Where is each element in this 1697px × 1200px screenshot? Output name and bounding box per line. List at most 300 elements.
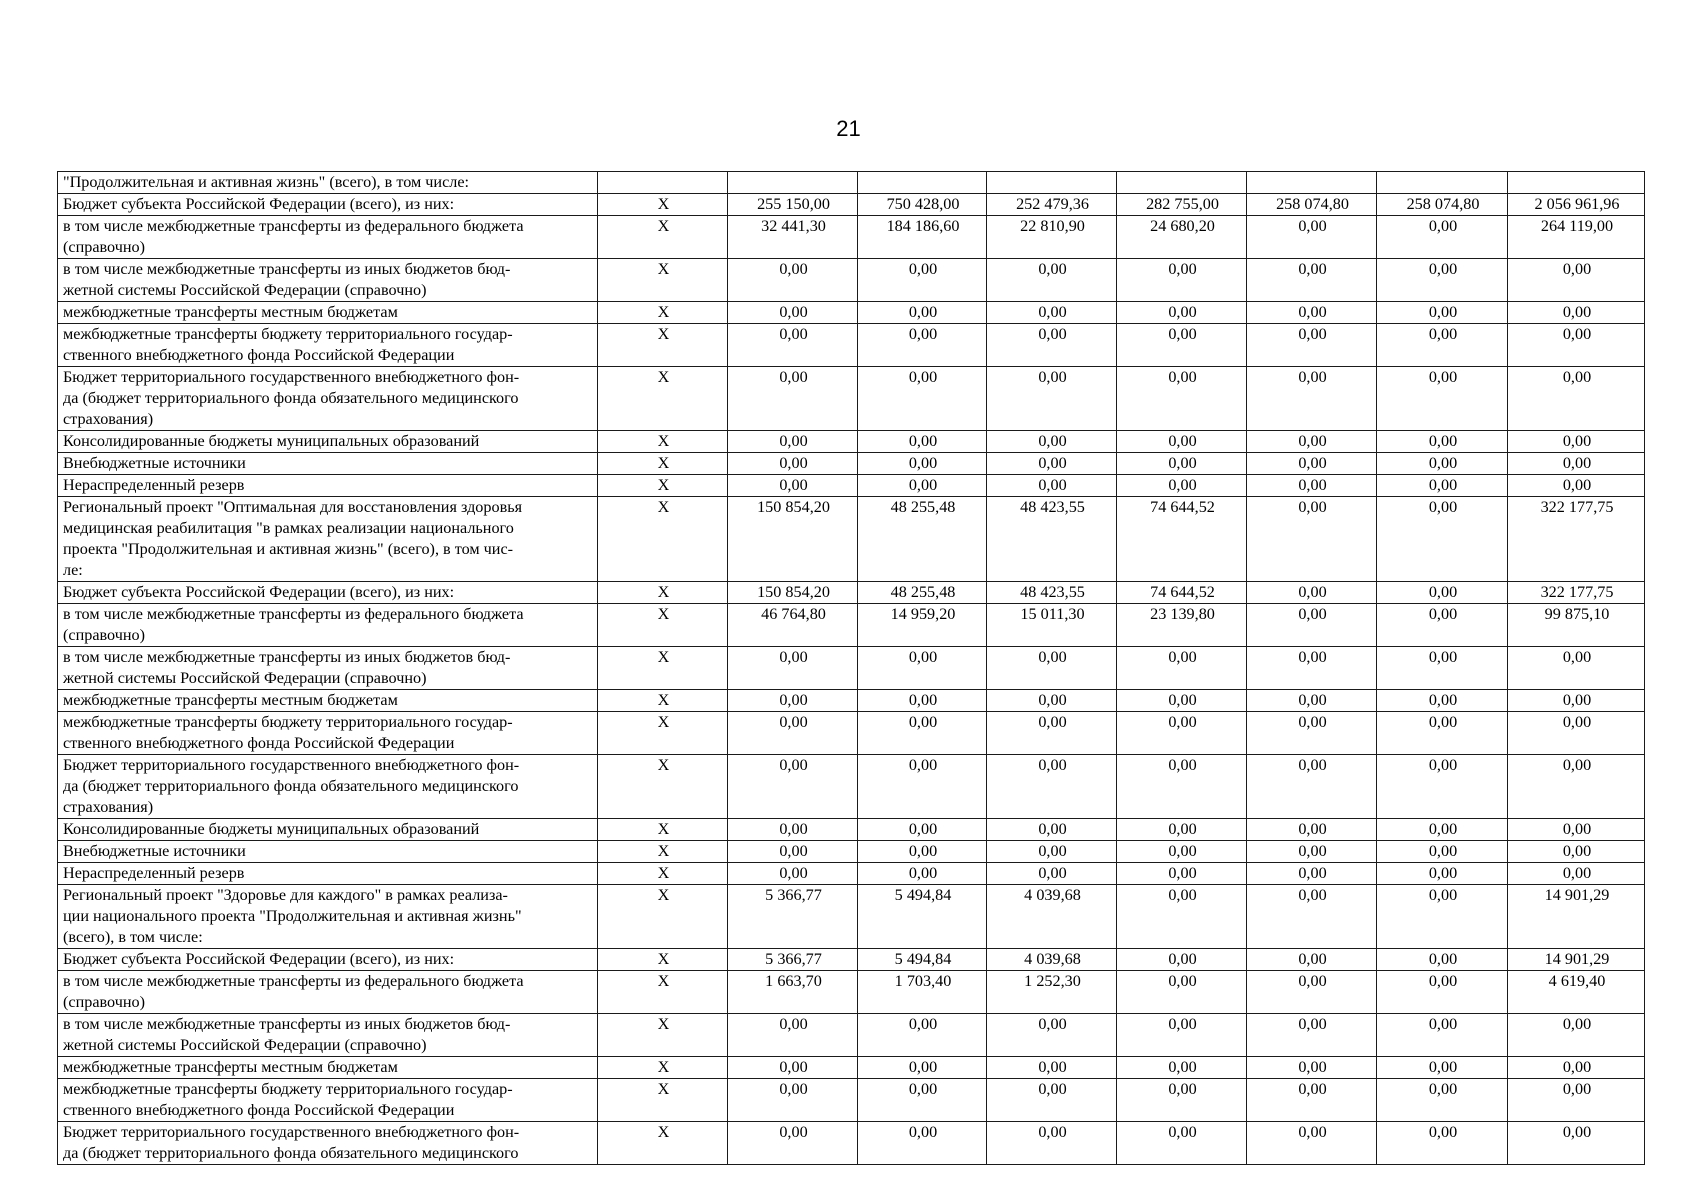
value-cell: 258 074,80	[1377, 194, 1508, 216]
row-code-cell: X	[598, 971, 728, 1014]
value-cell: 0,00	[987, 841, 1117, 863]
row-code-cell: X	[598, 712, 728, 755]
table-row	[58, 604, 1645, 647]
table-row	[58, 216, 1645, 259]
row-name-line: межбюджетные трансферты бюджету территориального государ-	[63, 1080, 513, 1098]
value-cell: 0,00	[728, 1057, 858, 1079]
value-cell: 0,00	[1117, 1122, 1247, 1165]
value-cell: 0,00	[1508, 1079, 1645, 1122]
row-name-line: межбюджетные трансферты бюджету территориального государ-	[63, 325, 513, 343]
value-cell: 48 255,48	[858, 497, 987, 582]
value-cell: 0,00	[858, 1014, 987, 1057]
value-cell: 0,00	[1377, 1122, 1508, 1165]
value-cell: 14 901,29	[1508, 949, 1645, 971]
table-row	[58, 647, 1645, 690]
table-row	[58, 1122, 1645, 1165]
value-cell: 0,00	[1377, 712, 1508, 755]
row-code-cell: X	[598, 582, 728, 604]
value-cell: 15 011,30	[987, 604, 1117, 647]
value-cell: 0,00	[858, 324, 987, 367]
value-cell: 0,00	[1117, 971, 1247, 1014]
row-name-line: Нераспределенный резерв	[63, 476, 245, 494]
row-name-cell	[58, 216, 598, 259]
row-name-line: Бюджет субъекта Российской Федерации (всего), из них:	[63, 195, 455, 213]
value-cell: 0,00	[1508, 841, 1645, 863]
row-name-cell	[58, 712, 598, 755]
value-cell: 0,00	[1508, 863, 1645, 885]
value-cell: 264 119,00	[1508, 216, 1645, 259]
table-row	[58, 885, 1645, 949]
value-cell: 0,00	[987, 324, 1117, 367]
value-cell: 0,00	[728, 302, 858, 324]
value-cell: 252 479,36	[987, 194, 1117, 216]
row-code-cell: X	[598, 819, 728, 841]
value-cell: 0,00	[1117, 647, 1247, 690]
value-cell: 0,00	[987, 453, 1117, 475]
row-name-line: жетной системы Российской Федерации (справочно)	[63, 281, 427, 299]
row-code-cell	[598, 172, 728, 194]
value-cell: 0,00	[728, 475, 858, 497]
value-cell: 23 139,80	[1117, 604, 1247, 647]
row-name-line: Бюджет субъекта Российской Федерации (всего), из них:	[63, 950, 455, 968]
row-name-line: Внебюджетные источники	[63, 454, 246, 472]
row-code-cell: X	[598, 1122, 728, 1165]
row-name-cell	[58, 324, 598, 367]
value-cell: 0,00	[858, 819, 987, 841]
value-cell: 24 680,20	[1117, 216, 1247, 259]
row-name-line: Бюджет территориального государственного внебюджетного фон-	[63, 368, 520, 386]
table-row	[58, 1057, 1645, 1079]
row-name-line: да (бюджет территориального фонда обязательного медицинского	[63, 777, 519, 795]
value-cell: 0,00	[1508, 755, 1645, 819]
value-cell: 258 074,80	[1247, 194, 1377, 216]
row-name-cell	[58, 302, 598, 324]
value-cell: 0,00	[1508, 819, 1645, 841]
value-cell: 0,00	[1247, 971, 1377, 1014]
row-code-cell: X	[598, 453, 728, 475]
row-name-cell	[58, 1122, 598, 1165]
row-name-cell	[58, 1057, 598, 1079]
value-cell: 0,00	[987, 302, 1117, 324]
value-cell: 0,00	[858, 647, 987, 690]
row-name-cell	[58, 863, 598, 885]
row-name-cell	[58, 497, 598, 582]
value-cell: 0,00	[1247, 690, 1377, 712]
value-cell: 2 056 961,96	[1508, 194, 1645, 216]
value-cell: 0,00	[987, 647, 1117, 690]
value-cell: 1 663,70	[728, 971, 858, 1014]
row-name-cell	[58, 194, 598, 216]
value-cell: 0,00	[1247, 712, 1377, 755]
row-name-line: Нераспределенный резерв	[63, 864, 245, 882]
value-cell: 0,00	[987, 1014, 1117, 1057]
value-cell: 0,00	[858, 453, 987, 475]
value-cell: 0,00	[1117, 259, 1247, 302]
value-cell: 0,00	[1117, 863, 1247, 885]
row-code-cell: X	[598, 1079, 728, 1122]
value-cell: 0,00	[1377, 582, 1508, 604]
value-cell: 0,00	[1247, 755, 1377, 819]
value-cell: 0,00	[728, 1079, 858, 1122]
table-row	[58, 172, 1645, 194]
value-cell: 46 764,80	[728, 604, 858, 647]
row-name-line: да (бюджет территориального фонда обязательного медицинского	[63, 389, 519, 407]
row-name-line: в том числе межбюджетные трансферты из иных бюджетов бюд-	[63, 260, 511, 278]
value-cell: 0,00	[1377, 755, 1508, 819]
row-name-cell	[58, 172, 598, 194]
row-name-cell	[58, 431, 598, 453]
value-cell: 14 959,20	[858, 604, 987, 647]
value-cell: 0,00	[1377, 971, 1508, 1014]
table-row	[58, 863, 1645, 885]
value-cell: 0,00	[858, 712, 987, 755]
value-cell: 0,00	[1247, 475, 1377, 497]
row-name-line: межбюджетные трансферты бюджету территориального государ-	[63, 713, 513, 731]
row-name-line: ственного внебюджетного фонда Российской Федерации	[63, 734, 455, 752]
row-name-line: межбюджетные трансферты местным бюджетам	[63, 1058, 398, 1076]
value-cell: 0,00	[1377, 647, 1508, 690]
table-row	[58, 971, 1645, 1014]
row-name-cell	[58, 1014, 598, 1057]
value-cell: 150 854,20	[728, 497, 858, 582]
value-cell: 0,00	[1377, 1014, 1508, 1057]
value-cell: 0,00	[1377, 259, 1508, 302]
row-name-line: ственного внебюджетного фонда Российской Федерации	[63, 346, 455, 364]
row-name-cell	[58, 690, 598, 712]
value-cell: 0,00	[987, 431, 1117, 453]
value-cell: 0,00	[987, 690, 1117, 712]
row-name-line: в том числе межбюджетные трансферты из федерального бюджета	[63, 605, 524, 623]
row-name-line: Бюджет территориального государственного внебюджетного фон-	[63, 756, 520, 774]
value-cell: 0,00	[1508, 690, 1645, 712]
row-code-cell: X	[598, 1057, 728, 1079]
row-name-line: страхования)	[63, 410, 154, 428]
row-name-cell	[58, 367, 598, 431]
value-cell: 48 423,55	[987, 497, 1117, 582]
row-name-line: да (бюджет территориального фонда обязательного медицинского	[63, 1144, 519, 1162]
row-name-cell	[58, 971, 598, 1014]
row-code-cell: X	[598, 259, 728, 302]
value-cell: 74 644,52	[1117, 497, 1247, 582]
value-cell: 0,00	[1508, 367, 1645, 431]
value-cell: 48 255,48	[858, 582, 987, 604]
value-cell: 4 039,68	[987, 885, 1117, 949]
value-cell: 0,00	[728, 755, 858, 819]
row-name-cell	[58, 755, 598, 819]
row-name-line: (справочно)	[63, 626, 146, 644]
row-name-line: ле:	[63, 561, 83, 579]
value-cell: 14 901,29	[1508, 885, 1645, 949]
value-cell: 0,00	[728, 259, 858, 302]
row-name-line: проекта "Продолжительная и активная жизнь" (всего), в том чис-	[63, 540, 514, 558]
value-cell: 5 494,84	[858, 949, 987, 971]
table-row	[58, 259, 1645, 302]
value-cell: 0,00	[1377, 475, 1508, 497]
value-cell: 0,00	[987, 863, 1117, 885]
row-name-line: в том числе межбюджетные трансферты из федерального бюджета	[63, 972, 524, 990]
row-code-cell: X	[598, 497, 728, 582]
row-name-line: (всего), в том числе:	[63, 928, 203, 946]
value-cell: 0,00	[1508, 324, 1645, 367]
row-name-cell	[58, 949, 598, 971]
table-row	[58, 582, 1645, 604]
value-cell: 0,00	[1377, 367, 1508, 431]
row-name-cell	[58, 885, 598, 949]
value-cell: 0,00	[987, 367, 1117, 431]
table-row	[58, 475, 1645, 497]
value-cell: 0,00	[728, 367, 858, 431]
value-cell: 48 423,55	[987, 582, 1117, 604]
value-cell: 32 441,30	[728, 216, 858, 259]
row-name-cell	[58, 259, 598, 302]
value-cell: 0,00	[1247, 1122, 1377, 1165]
table-row	[58, 1014, 1645, 1057]
value-cell: 0,00	[1377, 863, 1508, 885]
value-cell: 0,00	[858, 1057, 987, 1079]
value-cell	[1117, 172, 1247, 194]
value-cell: 5 366,77	[728, 885, 858, 949]
value-cell: 0,00	[1247, 497, 1377, 582]
value-cell: 5 366,77	[728, 949, 858, 971]
row-name-line: в том числе межбюджетные трансферты из федерального бюджета	[63, 217, 524, 235]
value-cell: 74 644,52	[1117, 582, 1247, 604]
row-name-line: медицинская реабилитация "в рамках реализации национального	[63, 519, 514, 537]
table-row	[58, 690, 1645, 712]
value-cell: 0,00	[987, 755, 1117, 819]
value-cell: 0,00	[1377, 1079, 1508, 1122]
value-cell: 0,00	[858, 863, 987, 885]
table-body	[58, 172, 1645, 1165]
value-cell: 0,00	[1247, 863, 1377, 885]
table-row	[58, 324, 1645, 367]
page-number: 21	[836, 116, 861, 141]
value-cell: 0,00	[1247, 885, 1377, 949]
value-cell: 0,00	[1117, 885, 1247, 949]
value-cell: 0,00	[987, 1079, 1117, 1122]
table-row	[58, 431, 1645, 453]
row-name-line: Региональный проект "Оптимальная для восстановления здоровья	[63, 498, 523, 516]
value-cell: 0,00	[1377, 690, 1508, 712]
value-cell: 0,00	[1117, 324, 1247, 367]
row-code-cell: X	[598, 194, 728, 216]
row-name-cell	[58, 453, 598, 475]
value-cell: 0,00	[987, 712, 1117, 755]
value-cell: 1 703,40	[858, 971, 987, 1014]
value-cell: 0,00	[1508, 453, 1645, 475]
value-cell: 0,00	[1377, 216, 1508, 259]
value-cell: 0,00	[1117, 712, 1247, 755]
table-row	[58, 497, 1645, 582]
value-cell	[1508, 172, 1645, 194]
value-cell: 0,00	[1508, 302, 1645, 324]
row-name-cell	[58, 647, 598, 690]
row-code-cell: X	[598, 885, 728, 949]
row-code-cell: X	[598, 1014, 728, 1057]
value-cell: 0,00	[1247, 949, 1377, 971]
value-cell: 0,00	[1117, 475, 1247, 497]
budget-table	[57, 171, 1645, 1165]
row-name-line: (справочно)	[63, 993, 146, 1011]
table-row	[58, 194, 1645, 216]
value-cell: 282 755,00	[1117, 194, 1247, 216]
value-cell: 0,00	[1117, 1079, 1247, 1122]
value-cell	[858, 172, 987, 194]
row-name-line: ственного внебюджетного фонда Российской Федерации	[63, 1101, 455, 1119]
value-cell: 0,00	[1508, 1014, 1645, 1057]
table-row	[58, 841, 1645, 863]
value-cell: 4 039,68	[987, 949, 1117, 971]
row-code-cell: X	[598, 604, 728, 647]
value-cell: 0,00	[1117, 690, 1247, 712]
value-cell: 0,00	[728, 324, 858, 367]
value-cell: 0,00	[858, 475, 987, 497]
row-code-cell: X	[598, 302, 728, 324]
value-cell: 0,00	[1247, 1014, 1377, 1057]
row-name-cell	[58, 582, 598, 604]
table-row	[58, 819, 1645, 841]
table-row	[58, 453, 1645, 475]
value-cell: 22 810,90	[987, 216, 1117, 259]
value-cell: 0,00	[858, 1079, 987, 1122]
value-cell: 0,00	[1377, 819, 1508, 841]
value-cell: 255 150,00	[728, 194, 858, 216]
value-cell: 0,00	[1377, 302, 1508, 324]
value-cell: 0,00	[1247, 582, 1377, 604]
value-cell: 184 186,60	[858, 216, 987, 259]
table-row	[58, 367, 1645, 431]
row-code-cell: X	[598, 324, 728, 367]
value-cell	[1377, 172, 1508, 194]
value-cell: 0,00	[1508, 259, 1645, 302]
value-cell: 0,00	[1508, 1057, 1645, 1079]
value-cell: 0,00	[1247, 604, 1377, 647]
value-cell: 0,00	[1117, 431, 1247, 453]
value-cell: 0,00	[1117, 1057, 1247, 1079]
value-cell	[1247, 172, 1377, 194]
value-cell: 0,00	[1377, 604, 1508, 647]
value-cell: 0,00	[728, 690, 858, 712]
value-cell: 0,00	[1377, 949, 1508, 971]
value-cell: 0,00	[728, 863, 858, 885]
value-cell: 0,00	[1117, 367, 1247, 431]
value-cell: 0,00	[1508, 431, 1645, 453]
row-code-cell: X	[598, 863, 728, 885]
row-name-line: межбюджетные трансферты местным бюджетам	[63, 691, 398, 709]
value-cell: 0,00	[1377, 841, 1508, 863]
value-cell: 0,00	[1247, 453, 1377, 475]
value-cell: 0,00	[1508, 712, 1645, 755]
value-cell: 0,00	[858, 755, 987, 819]
value-cell: 0,00	[1247, 819, 1377, 841]
row-name-line: Региональный проект "Здоровье для каждого" в рамках реализа-	[63, 886, 508, 904]
value-cell: 0,00	[1508, 475, 1645, 497]
value-cell: 150 854,20	[728, 582, 858, 604]
value-cell: 0,00	[1247, 841, 1377, 863]
value-cell: 0,00	[1117, 841, 1247, 863]
value-cell: 0,00	[728, 431, 858, 453]
row-name-line: в том числе межбюджетные трансферты из иных бюджетов бюд-	[63, 1015, 511, 1033]
value-cell: 0,00	[1117, 1014, 1247, 1057]
value-cell: 0,00	[858, 690, 987, 712]
row-name-line: Консолидированные бюджеты муниципальных образований	[63, 820, 480, 838]
row-code-cell: X	[598, 475, 728, 497]
row-name-cell	[58, 841, 598, 863]
table-row	[58, 755, 1645, 819]
row-name-line: Консолидированные бюджеты муниципальных образований	[63, 432, 480, 450]
row-name-cell	[58, 604, 598, 647]
value-cell: 0,00	[728, 647, 858, 690]
value-cell: 0,00	[1247, 647, 1377, 690]
value-cell: 0,00	[1247, 324, 1377, 367]
value-cell: 0,00	[1247, 302, 1377, 324]
value-cell	[987, 172, 1117, 194]
row-code-cell: X	[598, 367, 728, 431]
value-cell: 0,00	[858, 367, 987, 431]
table-row	[58, 302, 1645, 324]
value-cell: 99 875,10	[1508, 604, 1645, 647]
value-cell: 0,00	[728, 712, 858, 755]
table-row	[58, 949, 1645, 971]
row-code-cell: X	[598, 216, 728, 259]
row-name-line: жетной системы Российской Федерации (справочно)	[63, 669, 427, 687]
value-cell: 0,00	[1247, 216, 1377, 259]
value-cell: 0,00	[728, 841, 858, 863]
value-cell: 0,00	[1247, 1057, 1377, 1079]
value-cell: 0,00	[728, 1122, 858, 1165]
value-cell: 0,00	[1377, 431, 1508, 453]
value-cell: 1 252,30	[987, 971, 1117, 1014]
value-cell: 0,00	[728, 453, 858, 475]
value-cell: 0,00	[1508, 647, 1645, 690]
row-name-line: жетной системы Российской Федерации (справочно)	[63, 1036, 427, 1054]
value-cell: 0,00	[1377, 324, 1508, 367]
value-cell: 0,00	[1117, 302, 1247, 324]
value-cell: 0,00	[987, 819, 1117, 841]
value-cell: 5 494,84	[858, 885, 987, 949]
value-cell: 0,00	[728, 819, 858, 841]
value-cell: 4 619,40	[1508, 971, 1645, 1014]
value-cell: 0,00	[987, 259, 1117, 302]
row-name-line: Внебюджетные источники	[63, 842, 246, 860]
value-cell: 0,00	[1508, 1122, 1645, 1165]
value-cell: 0,00	[858, 259, 987, 302]
row-name-line: межбюджетные трансферты местным бюджетам	[63, 303, 398, 321]
row-code-cell: X	[598, 431, 728, 453]
value-cell: 0,00	[987, 475, 1117, 497]
value-cell: 0,00	[1117, 819, 1247, 841]
value-cell: 0,00	[1247, 431, 1377, 453]
value-cell: 0,00	[858, 302, 987, 324]
row-name-line: "Продолжительная и активная жизнь" (всего), в том числе:	[63, 173, 470, 191]
value-cell: 0,00	[1377, 1057, 1508, 1079]
value-cell: 0,00	[1117, 453, 1247, 475]
row-name-cell	[58, 819, 598, 841]
table-row	[58, 712, 1645, 755]
table-row	[58, 1079, 1645, 1122]
row-name-line: в том числе межбюджетные трансферты из иных бюджетов бюд-	[63, 648, 511, 666]
value-cell: 322 177,75	[1508, 582, 1645, 604]
row-code-cell: X	[598, 949, 728, 971]
value-cell: 0,00	[1117, 755, 1247, 819]
row-name-line: ции национального проекта "Продолжительная и активная жизнь"	[63, 907, 522, 925]
row-name-line: страхования)	[63, 798, 154, 816]
value-cell: 0,00	[1377, 453, 1508, 475]
value-cell: 0,00	[1247, 1079, 1377, 1122]
value-cell: 0,00	[1377, 885, 1508, 949]
value-cell: 750 428,00	[858, 194, 987, 216]
value-cell	[728, 172, 858, 194]
value-cell: 0,00	[728, 1014, 858, 1057]
